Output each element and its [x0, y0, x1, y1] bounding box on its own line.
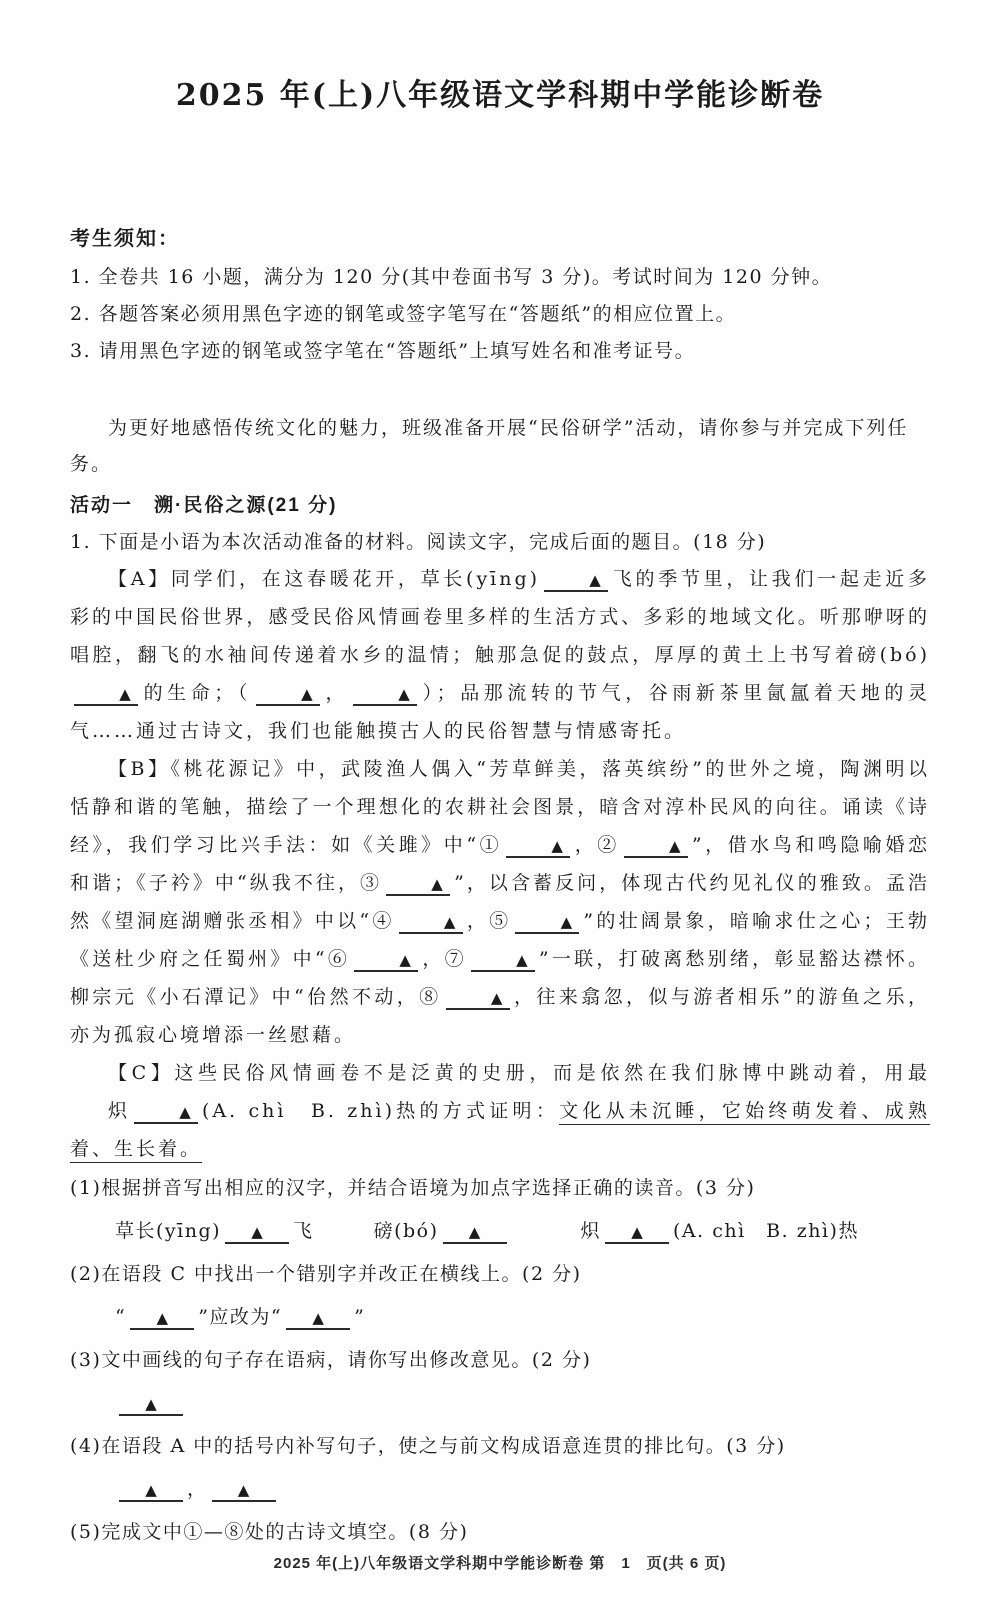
notice-heading: 考生须知：: [70, 226, 180, 250]
page-title: 2025 年(上)八年级语文学科期中学能诊断卷: [175, 78, 825, 113]
underlined-sentence: 文化从未沉睡，它始终萌发着、成熟着、生长着。: [70, 1100, 930, 1163]
answer-blank: ▲: [624, 838, 688, 858]
answer-blank: ▲: [74, 686, 138, 706]
spacer: [511, 1236, 581, 1237]
answer-blank: ▲: [119, 1482, 183, 1502]
answer-blank: ▲: [386, 876, 450, 896]
answer-blank: ▲: [256, 686, 320, 706]
answer-blank: ▲: [605, 1224, 669, 1244]
page-footer: 2025 年(上)八年级语文学科期中学能诊断卷 第 1 页(共 6 页): [273, 1555, 727, 1572]
passage-a: 【A】同学们，在这春暖花开，草长(yīng) ▲ 飞的季节里，让我们一起走近多彩的中国民俗世界，感受民俗风情画卷里多样的生活方式、多彩的地域文化。听那咿呀的唱腔，翻飞的水袖间传递着水乡的温情；触那急促的鼓点，厚厚的黄土上书写着磅(bó)▲ 的生命；（ ▲ ， ▲ ）；品那流转的节气，谷雨新茶里氤氲着天地的灵气……通过古诗文，我们也能触摸古人的民俗智慧与情感寄托。: [70, 568, 930, 742]
answer-blank: ▲: [354, 952, 418, 972]
sub-question-4-answer: ▲ ， ▲: [115, 1468, 930, 1510]
answer-blank: ▲: [286, 1310, 350, 1330]
sub-question-2-answer: “ ▲ ”应改为“ ▲ ”: [115, 1306, 366, 1328]
sub-question-2-stem: (2)在语段 C 中找出一个错别字并改正在横线上。(2 分): [70, 1263, 582, 1285]
question-1-stem: 1. 下面是小语为本次活动准备的材料。阅读文字，完成后面的题目。(18 分): [70, 531, 767, 553]
answer-blank: ▲: [443, 1224, 507, 1244]
notice-item-2: 2. 各题答案必须用黑色字迹的钢笔或签字笔写在“答题纸”的相应位置上。: [70, 303, 737, 325]
sub-question-3-stem: (3)文中画线的句子存在语病，请你写出修改意见。(2 分): [70, 1349, 592, 1371]
emphasis-dot-char: 炽 •: [70, 1092, 130, 1130]
sub-question-4-stem: (4)在语段 A 中的括号内补写句子，使之与前文构成语意连贯的排比句。(3 分): [70, 1435, 786, 1457]
answer-blank: ▲: [446, 990, 510, 1010]
sub-question-1-answer: 草长(yīng) ▲ 飞 磅(bó) ▲ 炽 • ▲ (A. chì B. zhì)热: [115, 1210, 930, 1252]
answer-blank: ▲: [399, 914, 463, 934]
answer-blank: ▲: [225, 1224, 289, 1244]
sub-question-3-answer: [115, 1382, 930, 1424]
intro-paragraph: 为更好地感悟传统文化的魅力，班级准备开展“民俗研学”活动，请你参与并完成下列任务。: [70, 417, 909, 475]
notice-item-3: 3. 请用黑色字迹的钢笔或签字笔在“答题纸”上填写姓名和准考证号。: [70, 340, 696, 362]
activity-heading: 活动一 溯·民俗之源(21 分): [70, 495, 338, 516]
answer-blank: ▲: [506, 838, 570, 858]
answer-blank: ▲: [544, 572, 608, 592]
spacer: [314, 1236, 374, 1237]
notice-item-1: 1. 全卷共 16 小题，满分为 120 分(其中卷面书写 3 分)。考试时间为 120 分钟。: [70, 266, 833, 288]
answer-blank: ▲: [134, 1104, 198, 1124]
passage-c: 【C】这些民俗风情画卷不是泛黄的史册，而是依然在我们脉博中跳动着，用最炽 • ▲ (A. chì B. zhì)热的方式证明：文化从未沉睡，它始终萌发着、成熟着、生长着。: [70, 1054, 930, 1168]
answer-blank: ▲: [119, 1396, 183, 1416]
answer-blank: ▲: [515, 914, 579, 934]
notice-section: [70, 222, 930, 370]
answer-blank: ▲: [471, 952, 535, 972]
sub-question-1-stem: (1)根据拼音写出相应的汉字，并结合语境为加点字选择正确的读音。(3 分): [70, 1177, 756, 1199]
answer-blank: ▲: [353, 686, 417, 706]
answer-blank: ▲: [212, 1482, 276, 1502]
sub-question-5-stem: (5)完成文中①—⑧处的古诗文填空。(8 分): [70, 1521, 469, 1543]
answer-blank: ▲: [130, 1310, 194, 1330]
passage-b: 【B】《桃花源记》中，武陵渔人偶入“芳草鲜美，落英缤纷”的世外之境，陶渊明以恬静和谐的笔触，描绘了一个理想化的农耕社会图景，暗含对淳朴民风的向往。诵读《诗经》，我们学习比兴手法：如《关雎》中“① ▲ ，② ▲ ”，借水鸟和鸣隐喻婚恋和谐；《子衿》中“纵我不往，③ ▲ ”，以含蓄反问，体现古代约见礼仪的雅致。孟浩然《望洞庭湖赠张丞相》中以“④ ▲ ，⑤ ▲ ”的壮阔景象，暗喻求仕之心；王勃《送杜少府之任蜀州》中“⑥ ▲ ，⑦ ▲ ”一联，打破离愁别绪，彰显豁达襟怀。柳宗元《小石潭记》中“佁然不动，⑧ ▲ ，往来翕忽，似与游者相乐”的游鱼之乐，亦为孤寂心境增添一丝慰藉。: [70, 758, 930, 1046]
emphasis-dot-char: 炽 •: [581, 1210, 602, 1252]
